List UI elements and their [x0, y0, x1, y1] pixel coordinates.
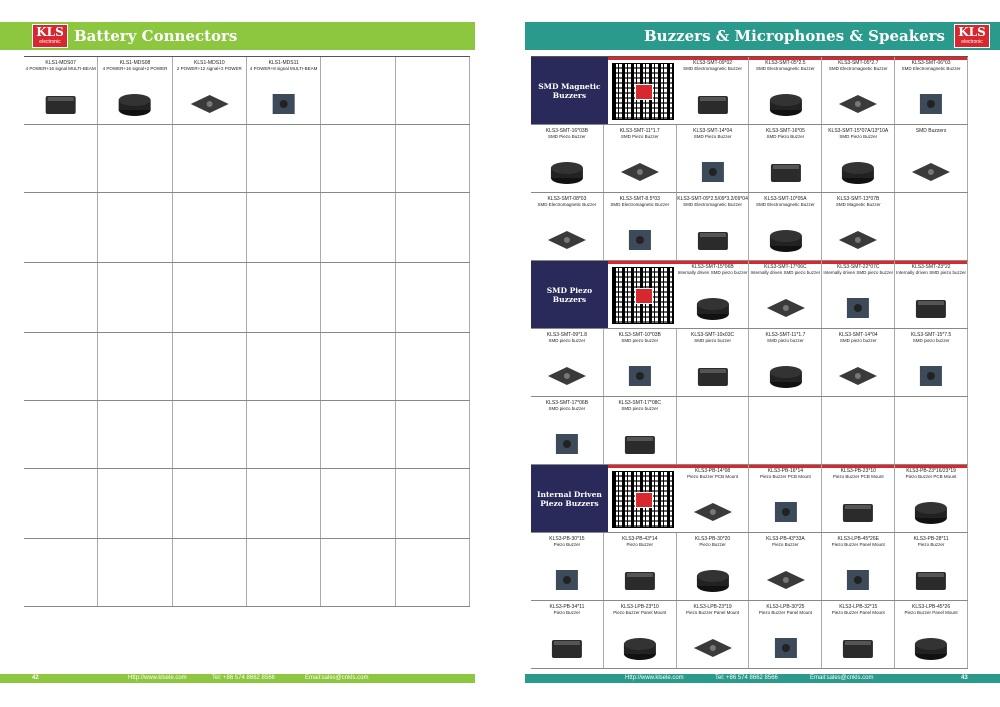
- product-image: [758, 498, 814, 526]
- product-cell[interactable]: [247, 57, 321, 124]
- product-code: KLS1-MDS10: [194, 60, 225, 66]
- product-cell[interactable]: [677, 193, 750, 260]
- product-image: [758, 226, 814, 254]
- empty-cell: [98, 401, 172, 468]
- right-product-grid: [531, 56, 968, 669]
- product-cell[interactable]: [531, 193, 604, 260]
- empty-cell: [98, 539, 172, 606]
- product-code: KLS1-MDS07: [45, 60, 76, 66]
- empty-cell: [98, 125, 172, 192]
- product-code: KLS3-SMT-09*2.5/09*3.2/09*04: [677, 196, 748, 202]
- product-image: [903, 90, 959, 118]
- product-description: SMD piezo buzzer: [839, 338, 877, 343]
- section-title: SMD Magnetic Buzzers: [538, 81, 601, 100]
- product-description: Piezo Buzzer: [553, 542, 581, 547]
- grid-row: [531, 601, 968, 669]
- grid-row: [531, 193, 968, 261]
- product-image: [685, 498, 741, 526]
- product-code: KLS3-SMT-16*05: [765, 128, 805, 134]
- product-cell[interactable]: [750, 601, 823, 668]
- empty-cell: [396, 401, 470, 468]
- product-description: SMD Magnetic Buzzer: [835, 202, 881, 207]
- product-image: [685, 90, 741, 118]
- product-image: [830, 294, 886, 322]
- product-description: SMD Electromagnetic Buzzer: [901, 66, 961, 71]
- empty-cell: [173, 539, 247, 606]
- product-image: [612, 566, 668, 594]
- grid-row: [24, 539, 470, 607]
- product-code: KLS3-PB-43*14: [622, 536, 658, 542]
- product-cell[interactable]: [822, 601, 895, 668]
- product-description: SMD Electromagnetic Buzzer: [537, 202, 597, 207]
- empty-cell: [321, 401, 395, 468]
- logo-sub: electronic: [961, 39, 983, 45]
- product-image: [685, 362, 741, 390]
- section-label: [531, 57, 608, 124]
- product-image: [830, 226, 886, 254]
- empty-cell: [98, 263, 172, 332]
- empty-cell: [24, 333, 98, 400]
- product-code: KLS3-PB-28*11: [913, 536, 949, 542]
- product-description: Piezo Buzzer Panel Mount: [686, 610, 740, 615]
- product-description: SMD piezo buzzer: [621, 406, 659, 411]
- product-code: KLS3-LPB-45*26E: [837, 536, 879, 542]
- product-cell[interactable]: [604, 329, 677, 396]
- product-image: [903, 362, 959, 390]
- left-page-title: Battery Connectors: [74, 27, 238, 45]
- product-code: KLS3-SMT-23*22: [911, 264, 951, 270]
- product-image: [758, 90, 814, 118]
- product-cell[interactable]: [750, 329, 823, 396]
- product-image: [830, 566, 886, 594]
- product-cell[interactable]: [531, 397, 604, 464]
- product-code: KLS3-LPB-30*25: [766, 604, 805, 610]
- product-image: [539, 634, 595, 662]
- product-code: KLS3-PB-30*15: [549, 536, 585, 542]
- product-code: KLS3-SMT-11*1.7: [619, 128, 660, 134]
- grid-row: [24, 469, 470, 539]
- product-code: KLS3-SMT-17*06B: [545, 400, 589, 406]
- product-description: Internally driven SMD piezo buzzer: [677, 270, 748, 275]
- empty-cell: [247, 539, 321, 606]
- product-cell[interactable]: [895, 601, 968, 668]
- product-code: KLS3-LPB-45*26: [912, 604, 951, 610]
- empty-cell: [24, 193, 98, 262]
- product-image: [539, 226, 595, 254]
- qr-logo-icon: [635, 288, 653, 304]
- product-image: [830, 90, 886, 118]
- grid-row: [24, 333, 470, 401]
- product-cell[interactable]: [822, 261, 895, 328]
- left-product-grid: [24, 56, 470, 607]
- product-cell[interactable]: [895, 465, 968, 532]
- grid-row: [531, 465, 968, 533]
- grid-row: [531, 57, 968, 125]
- product-cell[interactable]: [604, 397, 677, 464]
- logo-sub: electronic: [39, 39, 61, 45]
- product-cell[interactable]: [822, 533, 895, 600]
- product-image: [685, 634, 741, 662]
- product-code: KLS3-SMT-15*7.5: [910, 332, 952, 338]
- empty-cell: [173, 193, 247, 262]
- product-code: KLS3-PB-16*14: [767, 468, 804, 474]
- product-image: [903, 498, 959, 526]
- product-code: KLS3-SMT-10*05A: [764, 196, 807, 202]
- product-description: Piezo Buzzer Panel Mount: [831, 610, 885, 615]
- product-description: Piezo Buzzer Panel Mount: [758, 610, 812, 615]
- product-cell[interactable]: [677, 329, 750, 396]
- footer-url[interactable]: Http://www.klsele.com: [128, 675, 187, 681]
- product-cell[interactable]: [604, 193, 677, 260]
- product-cell[interactable]: [98, 57, 172, 124]
- left-page: [0, 0, 475, 707]
- product-cell[interactable]: [677, 465, 750, 532]
- empty-cell: [321, 125, 395, 192]
- empty-cell: [677, 397, 750, 464]
- product-code: KLS3-SMT-17*06C: [764, 264, 807, 270]
- grid-row: [24, 57, 470, 125]
- left-footer: [0, 674, 475, 683]
- qr-code-icon: [612, 63, 674, 120]
- product-code: KLS1-MDS08: [119, 60, 151, 66]
- product-description: SMD Electromagnetic Buzzer: [610, 202, 670, 207]
- empty-cell: [247, 125, 321, 192]
- grid-row: [531, 397, 968, 465]
- empty-cell: [98, 469, 172, 538]
- empty-cell: [98, 333, 172, 400]
- grid-row: [24, 263, 470, 333]
- product-image: [106, 90, 163, 118]
- product-image: [612, 362, 668, 390]
- empty-cell: [396, 125, 470, 192]
- section-title: SMD Piezo Buzzers: [546, 285, 593, 304]
- empty-cell: [321, 57, 395, 124]
- product-code: KLS3-LPB-23*19: [693, 604, 732, 610]
- product-cell[interactable]: [677, 125, 750, 192]
- product-cell[interactable]: [750, 193, 823, 260]
- product-cell[interactable]: [895, 57, 968, 124]
- product-cell[interactable]: [822, 329, 895, 396]
- product-image: [685, 294, 741, 322]
- product-description: SMD piezo buzzer: [548, 338, 586, 343]
- empty-cell: [750, 397, 823, 464]
- product-description: SMD Piezo Buzzer: [548, 134, 586, 139]
- product-cell[interactable]: [173, 57, 247, 124]
- product-code: KLS3-SMT-11*1.7: [765, 332, 806, 338]
- product-description: Piezo Buzzer Panel Mount: [831, 542, 885, 547]
- product-cell[interactable]: [677, 57, 750, 124]
- product-description: SMD piezo buzzer: [548, 406, 586, 411]
- empty-cell: [247, 263, 321, 332]
- product-cell[interactable]: [822, 193, 895, 260]
- product-description: 4 POWER+16 signal MULTI-BEAM: [25, 66, 96, 71]
- product-image: [758, 362, 814, 390]
- grid-row: [24, 125, 470, 193]
- empty-cell: [173, 469, 247, 538]
- right-header-bar: [525, 22, 1000, 50]
- logo-mark: KLS: [958, 25, 986, 39]
- empty-cell: [173, 401, 247, 468]
- product-cell[interactable]: [750, 465, 823, 532]
- product-description: Piezo Buzzer PCB Mount: [832, 474, 884, 479]
- product-description: 4 POWER+8 signal MULTI-BEAM: [249, 66, 318, 71]
- product-image: [612, 430, 668, 458]
- right-page-title: Buzzers & Microphones & Speakers: [644, 27, 945, 45]
- product-image: [758, 294, 814, 322]
- product-image: [903, 294, 959, 322]
- product-cell[interactable]: [895, 125, 968, 192]
- product-description: SMD piezo buzzer: [767, 338, 804, 343]
- product-code: KLS3-SMT-09*1.8: [546, 332, 588, 338]
- product-code: KLS3-PB-30*20: [694, 536, 731, 542]
- product-image: [255, 90, 312, 118]
- footer-email[interactable]: Email:sales@cnkls.com: [810, 675, 874, 681]
- kls-logo: [32, 24, 68, 48]
- empty-cell: [173, 125, 247, 192]
- product-description: Piezo Buzzer: [917, 542, 945, 547]
- product-description: Piezo Buzzer: [699, 542, 726, 547]
- product-image: [685, 158, 741, 186]
- qr-logo-icon: [635, 492, 653, 508]
- product-code: KLS3-PB-23*16/23*19: [906, 468, 956, 474]
- product-description: SMD Electromagnetic Buzzer: [828, 66, 888, 71]
- product-description: SMD Piezo Buzzer: [766, 134, 805, 139]
- product-image: [758, 566, 814, 594]
- product-description: 4 POWER+16 signal+2 POWER: [102, 66, 168, 71]
- product-code: KLS3-SMT-22*07C: [836, 264, 880, 270]
- right-footer: [525, 674, 1000, 683]
- product-image: [181, 90, 238, 118]
- empty-cell: [24, 401, 98, 468]
- product-cell[interactable]: [822, 465, 895, 532]
- grid-row: [531, 533, 968, 601]
- product-cell[interactable]: [750, 125, 823, 192]
- qr-logo-icon: [635, 84, 653, 100]
- empty-cell: [895, 193, 968, 260]
- product-cell[interactable]: [677, 533, 750, 600]
- empty-cell: [396, 469, 470, 538]
- product-code: KLS3-PB-23*10: [840, 468, 876, 474]
- qr-code-icon: [612, 267, 674, 324]
- product-description: Piezo Buzzer PCB Mount: [905, 474, 957, 479]
- product-cell[interactable]: [677, 601, 750, 668]
- section-label: [531, 261, 608, 328]
- product-image: [903, 634, 959, 662]
- product-description: 2 POWER+12 signal+2 POWER: [176, 66, 242, 71]
- empty-cell: [396, 333, 470, 400]
- product-code: KLS3-SMT-14*04: [838, 332, 878, 338]
- product-code: KLS3-SMT-10x03C: [691, 332, 735, 338]
- product-image: [539, 566, 595, 594]
- product-code: KLS3-PB-14*08: [694, 468, 731, 474]
- section-title: Internal Driven Piezo Buzzers: [537, 489, 602, 508]
- grid-row: [531, 329, 968, 397]
- product-image: [830, 158, 886, 186]
- empty-cell: [24, 125, 98, 192]
- product-code: KLS3-SMT-05*2.5: [765, 60, 806, 66]
- product-code: KLS3-SMT-15*06B: [691, 264, 734, 270]
- section-label: [531, 465, 608, 532]
- product-image: [830, 634, 886, 662]
- empty-cell: [321, 263, 395, 332]
- product-description: SMD Piezo Buzzer: [620, 134, 659, 139]
- left-header-bar: [0, 22, 475, 50]
- empty-cell: [24, 263, 98, 332]
- product-image: [612, 226, 668, 254]
- product-code: SMD Buzzers: [915, 128, 947, 134]
- kls-logo: [954, 24, 990, 48]
- product-cell[interactable]: [604, 601, 677, 668]
- empty-cell: [822, 397, 895, 464]
- product-image: [903, 566, 959, 594]
- qr-code-icon: [612, 471, 674, 528]
- product-image: [539, 158, 595, 186]
- product-code: KLS3-SMT-05*2.7: [838, 60, 879, 66]
- product-code: KLS3-SMT-16*03B: [545, 128, 589, 134]
- product-cell[interactable]: [531, 125, 604, 192]
- product-image: [539, 430, 595, 458]
- product-image: [758, 158, 814, 186]
- empty-cell: [396, 539, 470, 606]
- product-code: KLS3-SMT-06*03: [911, 60, 951, 66]
- product-code: KLS3-SMT-17*08C: [618, 400, 661, 406]
- left-page-number: 42: [32, 675, 39, 681]
- footer-email[interactable]: Email:sales@cnkls.com: [305, 675, 369, 681]
- product-description: Piezo Buzzer Panel Mount: [613, 610, 667, 615]
- product-image: [32, 90, 89, 118]
- product-image: [903, 158, 959, 186]
- empty-cell: [321, 333, 395, 400]
- product-description: SMD Piezo Buzzer: [839, 134, 878, 139]
- product-description: Internally driven SMD piezo buzzer: [750, 270, 821, 275]
- product-image: [612, 158, 668, 186]
- empty-cell: [24, 469, 98, 538]
- empty-cell: [396, 57, 470, 124]
- product-code: KLS3-SMT-13*07B: [837, 196, 880, 202]
- product-image: [685, 566, 741, 594]
- product-description: Piezo Buzzer: [772, 542, 799, 547]
- empty-cell: [247, 469, 321, 538]
- footer-tel: Tel: +86 574 8662 8566: [715, 675, 778, 681]
- empty-cell: [396, 263, 470, 332]
- product-image: [612, 634, 668, 662]
- product-code: KLS3-SMT-09*02: [693, 60, 733, 66]
- product-code: KLS3-LPB-32*15: [839, 604, 878, 610]
- empty-cell: [247, 333, 321, 400]
- product-cell[interactable]: [895, 261, 968, 328]
- empty-cell: [247, 401, 321, 468]
- product-description: SMD piezo buzzer: [912, 338, 950, 343]
- product-code: KLS3-SMT-14*04: [693, 128, 733, 134]
- product-description: SMD Electromagnetic Buzzer: [683, 66, 742, 71]
- product-cell[interactable]: [24, 57, 98, 124]
- product-description: SMD Electromagnetic Buzzer: [756, 66, 815, 71]
- product-cell[interactable]: [531, 329, 604, 396]
- empty-cell: [24, 539, 98, 606]
- product-code: KLS1-MDS11: [268, 60, 299, 66]
- product-cell[interactable]: [822, 125, 895, 192]
- footer-tel: Tel: +86 574 8662 8566: [212, 675, 275, 681]
- product-description: Piezo Buzzer: [553, 610, 581, 615]
- empty-cell: [396, 193, 470, 262]
- product-code: KLS3-LPB-23*10: [620, 604, 659, 610]
- product-code: KLS3-SMT-10*03B: [618, 332, 661, 338]
- product-cell[interactable]: [531, 533, 604, 600]
- grid-row: [24, 193, 470, 263]
- product-image: [758, 634, 814, 662]
- product-cell[interactable]: [677, 261, 750, 328]
- product-image: [539, 362, 595, 390]
- grid-row: [531, 125, 968, 193]
- product-cell[interactable]: [895, 329, 968, 396]
- product-cell[interactable]: [750, 533, 823, 600]
- empty-cell: [173, 333, 247, 400]
- empty-cell: [98, 193, 172, 262]
- product-description: Piezo Buzzer: [626, 542, 653, 547]
- grid-row: [531, 261, 968, 329]
- empty-cell: [321, 469, 395, 538]
- empty-cell: [895, 397, 968, 464]
- product-cell[interactable]: [895, 533, 968, 600]
- empty-cell: [247, 193, 321, 262]
- footer-url[interactable]: Http://www.klsele.com: [625, 675, 684, 681]
- product-description: Internally driven SMD piezo buzzer: [896, 270, 966, 275]
- product-description: SMD piezo buzzer: [621, 338, 659, 343]
- product-code: KLS3-PB-34*11: [549, 604, 585, 610]
- grid-row: [24, 401, 470, 469]
- product-cell[interactable]: [750, 261, 823, 328]
- product-description: SMD Electromagnetic Buzzer: [683, 202, 742, 207]
- product-code: KLS3-SMT-8.5*03: [619, 196, 660, 202]
- product-description: Piezo Buzzer PCB Mount: [687, 474, 738, 479]
- right-page-number: 43: [961, 675, 968, 681]
- logo-mark: KLS: [36, 25, 64, 39]
- product-cell[interactable]: [604, 125, 677, 192]
- product-description: Internally driven SMD piezo buzzer: [823, 270, 894, 275]
- product-description: SMD Electromagnetic Buzzer: [756, 202, 815, 207]
- product-description: Piezo Buzzer Panel Mount: [904, 610, 958, 615]
- product-cell[interactable]: [604, 533, 677, 600]
- product-cell[interactable]: [750, 57, 823, 124]
- product-description: SMD piezo buzzer: [694, 338, 731, 343]
- product-image: [830, 498, 886, 526]
- product-cell[interactable]: [531, 601, 604, 668]
- product-description: Piezo Buzzer PCB Mount: [760, 474, 811, 479]
- product-code: KLS3-PB-43*33A: [766, 536, 805, 542]
- product-code: KLS3-SMT-15*07A/13*10A: [828, 128, 889, 134]
- product-image: [830, 362, 886, 390]
- product-cell[interactable]: [822, 57, 895, 124]
- product-code: KLS3-SMT-08*03: [547, 196, 587, 202]
- product-description: SMD Piezo Buzzer: [693, 134, 732, 139]
- empty-cell: [321, 539, 395, 606]
- product-image: [685, 226, 741, 254]
- empty-cell: [321, 193, 395, 262]
- empty-cell: [173, 263, 247, 332]
